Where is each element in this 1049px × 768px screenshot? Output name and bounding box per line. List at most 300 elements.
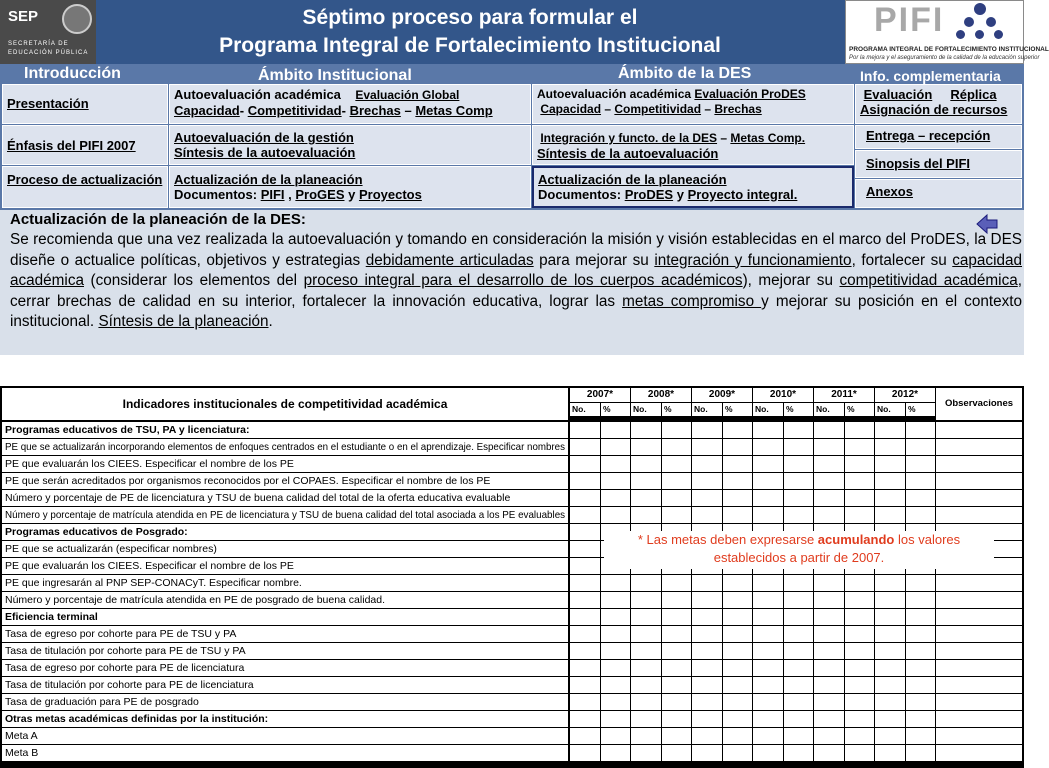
nav-proceso-actualizacion[interactable]: Proceso de actualización [2,166,168,208]
link-proyecto-integral[interactable]: Proyecto integral. [687,187,798,202]
table-cell[interactable] [662,677,691,693]
nav-autoevaluacion-institucional[interactable]: Autoevaluación académica Evaluación Global Capacidad- Competitividad- Brechas – Metas Comp [169,84,531,124]
table-cell[interactable] [601,711,630,727]
table-cell[interactable] [723,592,752,608]
table-cell[interactable] [814,694,844,710]
table-cell[interactable] [570,524,600,540]
table-cell[interactable] [845,592,874,608]
table-cell[interactable] [753,507,783,523]
table-cell[interactable] [631,626,661,642]
observaciones-cell[interactable] [936,745,1022,761]
link-capacidad-academica[interactable]: capacidad académica [10,251,1023,289]
table-cell[interactable] [906,728,935,744]
table-cell[interactable] [601,609,630,625]
link-evaluacion-global[interactable]: Evaluación Global [355,88,460,102]
table-cell[interactable] [845,711,874,727]
table-cell[interactable] [845,439,874,455]
table-cell[interactable] [723,439,752,455]
table-cell[interactable] [814,626,844,642]
table-cell[interactable] [875,694,905,710]
table-cell[interactable] [814,677,844,693]
link-integracion[interactable]: Integración y functo. de la DES [540,131,718,145]
table-cell[interactable] [692,490,722,506]
observaciones-cell[interactable] [936,694,1022,710]
observaciones-cell[interactable] [936,456,1022,472]
table-cell[interactable] [814,592,844,608]
observaciones-cell[interactable] [936,473,1022,489]
table-cell[interactable] [631,473,661,489]
table-cell[interactable] [814,490,844,506]
table-cell[interactable] [845,507,874,523]
table-cell[interactable] [814,422,844,438]
table-cell[interactable] [570,643,600,659]
table-cell[interactable] [753,575,783,591]
table-cell[interactable] [784,456,813,472]
table-cell[interactable] [784,490,813,506]
link-des-competitividad[interactable]: Competitividad [614,102,702,116]
table-cell[interactable] [753,711,783,727]
table-cell[interactable] [875,711,905,727]
table-cell[interactable] [845,490,874,506]
table-cell[interactable] [601,728,630,744]
link-metas-compromiso[interactable]: metas compromiso [622,292,762,310]
table-cell[interactable] [784,592,813,608]
year-header: 2011* [814,388,874,402]
table-cell[interactable] [570,558,600,574]
indicator-row-label: Tasa de graduación para PE de posgrado [2,694,568,710]
table-cell[interactable] [662,592,691,608]
table-cell[interactable] [875,626,905,642]
table-cell[interactable] [875,609,905,625]
year-header: 2009* [692,388,752,402]
table-cell[interactable] [753,456,783,472]
table-cell[interactable] [631,643,661,659]
table-cell[interactable] [662,728,691,744]
table-cell[interactable] [723,626,752,642]
link-competitividad-academica[interactable]: competitividad académica [839,272,1018,289]
table-cell[interactable] [601,439,630,455]
table-cell[interactable] [906,592,935,608]
mexico-seal-icon [62,4,92,34]
indicator-row-label: Tasa de titulación por cohorte para PE de licenciatura [2,677,568,693]
table-cell[interactable] [814,728,844,744]
table-cell[interactable] [723,643,752,659]
indicator-row-label: PE que se actualizarán (especificar nombres) [2,541,568,557]
table-cell[interactable] [814,473,844,489]
table-cell[interactable] [906,473,935,489]
table-cell[interactable] [906,490,935,506]
table-cell[interactable] [784,643,813,659]
table-cell[interactable] [875,592,905,608]
table-cell[interactable] [875,728,905,744]
table-cell[interactable] [570,422,600,438]
table-cell[interactable] [631,728,661,744]
table-cell[interactable] [906,745,935,761]
link-des-brechas[interactable]: Brechas [714,102,762,116]
table-cell[interactable] [753,677,783,693]
link-des-capacidad[interactable]: Capacidad [540,102,602,116]
table-cell[interactable] [601,456,630,472]
table-cell[interactable] [875,439,905,455]
table-cell[interactable] [845,728,874,744]
table-cell[interactable] [662,439,691,455]
table-cell[interactable] [662,490,691,506]
table-cell[interactable] [692,643,722,659]
link-asignacion-recursos[interactable]: Asignación de recursos [860,102,1008,117]
table-cell[interactable] [570,541,600,557]
table-cell[interactable] [662,745,691,761]
table-cell[interactable] [692,456,722,472]
table-cell[interactable] [906,643,935,659]
table-cell[interactable] [753,609,783,625]
table-cell[interactable] [692,609,722,625]
table-cell[interactable] [875,643,905,659]
table-cell[interactable] [631,694,661,710]
group-header: Otras metas académicas definidas por la institución: [2,711,568,727]
table-cell[interactable] [692,711,722,727]
table-cell[interactable] [631,711,661,727]
table-cell[interactable] [814,660,844,676]
link-prodes[interactable]: ProDES [624,187,674,202]
table-cell[interactable] [601,422,630,438]
table-cell[interactable] [631,507,661,523]
table-cell[interactable] [631,439,661,455]
table-cell[interactable] [570,609,600,625]
table-cell[interactable] [723,694,752,710]
table-cell[interactable] [814,711,844,727]
table-cell[interactable] [601,660,630,676]
table-cell[interactable] [570,728,600,744]
link-debidamente-articuladas[interactable]: debidamente articuladas [365,251,534,269]
table-cell[interactable] [570,626,600,642]
col-pct-header: % [723,403,752,416]
table-cell[interactable] [631,660,661,676]
page-title [100,4,840,60]
table-cell[interactable] [692,660,722,676]
link-pifi[interactable]: PIFI [260,187,285,202]
table-cell[interactable] [906,711,935,727]
table-cell[interactable] [601,575,630,591]
content-heading: Actualización de la planeación de la DES: [10,211,306,228]
table-cell[interactable] [875,575,905,591]
table-cell[interactable] [692,473,722,489]
table-cell[interactable] [906,694,935,710]
table-cell[interactable] [814,575,844,591]
table-cell[interactable] [784,626,813,642]
table-cell[interactable] [845,694,874,710]
table-cell[interactable] [753,422,783,438]
year-header: 2012* [875,388,935,402]
table-cell[interactable] [692,592,722,608]
table-cell[interactable] [631,745,661,761]
observaciones-cell[interactable] [936,490,1022,506]
observaciones-cell[interactable] [936,422,1022,438]
table-cell[interactable] [723,609,752,625]
observaciones-cell[interactable] [936,439,1022,455]
table-cell[interactable] [570,490,600,506]
observaciones-cell[interactable] [936,728,1022,744]
table-cell[interactable] [723,490,752,506]
table-cell[interactable] [784,745,813,761]
table-cell[interactable] [692,677,722,693]
table-cell[interactable] [601,745,630,761]
link-proyectos[interactable]: Proyectos [358,187,422,202]
table-cell[interactable] [723,711,752,727]
link-proges[interactable]: ProGES [295,187,345,202]
table-cell[interactable] [570,456,600,472]
table-cell[interactable] [662,473,691,489]
nav-autoevaluacion-gestion[interactable]: Autoevaluación de la gestión Síntesis de la autoevaluación [169,125,531,165]
link-des-metas[interactable]: Metas Comp. [730,131,806,145]
content-body: Se recomienda que una vez realizada la autoevaluación y tomando en consideración la misión y visión establecidas en el marco del ProDES, la DES diseñe o actualice políticas, objetivos y estrategias debidamente articuladas para mejorar su integración y funcionamiento, fortalecer su capacidad académica (considerar los elementos del proceso integral para el desarrollo de los cuerpos académicos), mejorar su competitividad académica, cerrar brechas de calidad en su interior, fortalecer la innovación educativa, lograr las metas compromiso y mejorar su posición en el contexto institucional. Síntesis de la planeación. [10,231,1023,330]
table-cell[interactable] [692,745,722,761]
col-pct-header: % [662,403,691,416]
table-cell[interactable] [631,592,661,608]
table-cell[interactable] [784,677,813,693]
observaciones-cell[interactable] [936,507,1022,523]
table-cell[interactable] [814,609,844,625]
indicator-row-label: PE que evaluarán los CIEES. Especificar el nombre de los PE [2,558,568,574]
table-cell[interactable] [784,694,813,710]
nav-enfasis-pifi-2007[interactable]: Énfasis del PIFI 2007 [2,125,168,165]
table-cell[interactable] [601,507,630,523]
link-capacidad[interactable]: Capacidad [174,103,240,118]
observaciones-cell[interactable] [936,626,1022,642]
table-cell[interactable] [875,507,905,523]
table-cell[interactable] [662,711,691,727]
link-replica[interactable]: Réplica [950,87,997,102]
nav-sinopsis-pifi[interactable]: Sinopsis del PIFI [855,150,1022,178]
table-cell[interactable] [753,626,783,642]
sep-subtitle: SECRETARÍA DE EDUCACIÓN PÚBLICA [8,41,89,56]
table-cell[interactable] [692,575,722,591]
content-panel [0,210,1024,355]
table-cell[interactable] [692,626,722,642]
col-no-header: No. [753,403,783,416]
table-cell[interactable] [875,745,905,761]
table-cell[interactable] [753,745,783,761]
pifi-logo [845,0,1049,64]
indicator-row-label: Tasa de titulación por cohorte para PE de TSU y PA [2,643,568,659]
link-metas-comp[interactable]: Metas Comp [415,103,493,118]
table-cell[interactable] [845,575,874,591]
table-cell[interactable] [784,473,813,489]
observaciones-cell[interactable] [936,677,1022,693]
link-proceso-integral[interactable]: proceso integral para el desarrollo de los cuerpos académicos [303,272,743,289]
table-cell[interactable] [875,677,905,693]
table-cell[interactable] [570,473,600,489]
table-cell[interactable] [784,728,813,744]
indicator-row-label: PE que ingresarán al PNP SEP-CONACyT. Especificar nombre. [2,575,568,591]
link-sintesis-planeacion[interactable]: Síntesis de la planeación [98,313,269,330]
table-cell[interactable] [662,694,691,710]
table-cell[interactable] [784,422,813,438]
pifi-dot-icon [956,30,965,39]
nav-sintesis-des[interactable]: Integración y functo. de la DES – Metas Comp. Síntesis de la autoevaluación [532,125,854,165]
table-cell[interactable] [845,422,874,438]
table-cell[interactable] [570,677,600,693]
table-cell[interactable] [723,728,752,744]
pifi-caption: PROGRAMA INTEGRAL DE FORTALECIMIENTO INSTITUCIONAL [849,46,1049,53]
col-no-header: No. [631,403,661,416]
table-cell[interactable] [631,490,661,506]
link-evaluacion-prodes[interactable]: Evaluación ProDES [694,87,806,101]
table-cell[interactable] [875,490,905,506]
table-cell[interactable] [753,728,783,744]
table-cell[interactable] [723,422,752,438]
table-cell[interactable] [662,575,691,591]
group-header: Eficiencia terminal [2,609,568,625]
table-cell[interactable] [723,677,752,693]
table-cell[interactable] [570,711,600,727]
table-cell[interactable] [784,711,813,727]
table-cell[interactable] [570,439,600,455]
table-cell[interactable] [906,422,935,438]
table-cell[interactable] [906,609,935,625]
table-cell[interactable] [906,677,935,693]
table-cell[interactable] [845,677,874,693]
nav-presentacion[interactable]: Presentación [2,84,168,124]
table-cell[interactable] [692,728,722,744]
table-cell[interactable] [570,575,600,591]
table-cell[interactable] [570,592,600,608]
table-cell[interactable] [906,439,935,455]
table-cell[interactable] [723,660,752,676]
table-cell[interactable] [845,745,874,761]
table-cell[interactable] [753,694,783,710]
table-cell[interactable] [875,422,905,438]
table-cell[interactable] [601,490,630,506]
table-cell[interactable] [692,422,722,438]
link-integracion-funcionamiento[interactable]: integración y funcionamiento [654,251,852,269]
table-cell[interactable] [753,660,783,676]
group-header: Programas educativos de TSU, PA y licenciatura: [2,422,568,438]
nav-actualizacion-institucional[interactable]: Actualización de la planeación Documentos: PIFI , ProGES y Proyectos [169,166,531,208]
table-cell[interactable] [631,575,661,591]
table-cell[interactable] [845,660,874,676]
observaciones-cell[interactable] [936,575,1022,591]
pifi-dot-icon [975,30,984,39]
header-banner [0,0,1049,64]
nav-entrega-recepcion[interactable]: Entrega – recepción [855,125,1022,149]
col-pct-header: % [601,403,630,416]
section-info-complementaria: Info. complementaria [860,68,1001,84]
table-cell[interactable] [662,626,691,642]
observaciones-cell[interactable] [936,711,1022,727]
table-cell[interactable] [631,609,661,625]
table-cell[interactable] [601,626,630,642]
pifi-dot-icon [986,17,996,27]
table-cell[interactable] [662,609,691,625]
observaciones-cell[interactable] [936,660,1022,676]
nav-autoevaluacion-des[interactable]: Autoevaluación académica Evaluación ProDES Capacidad – Competitividad – Brechas [532,84,854,124]
table-cell[interactable] [814,507,844,523]
nav-actualizacion-des-selected[interactable]: Actualización de la planeación Documentos: ProDES y Proyecto integral. [532,166,854,208]
table-cell[interactable] [723,473,752,489]
table-title: Indicadores institucionales de competitividad académica [2,388,568,420]
table-cell[interactable] [723,507,752,523]
table-cell[interactable] [906,456,935,472]
observaciones-cell[interactable] [936,609,1022,625]
table-cell[interactable] [692,439,722,455]
observaciones-cell[interactable] [936,592,1022,608]
table-cell[interactable] [662,507,691,523]
table-cell[interactable] [784,575,813,591]
table-cell[interactable] [814,456,844,472]
link-evaluacion[interactable]: Evaluación [863,87,933,102]
table-cell[interactable] [814,439,844,455]
indicator-row-label: Número y porcentaje de matrícula atendida en PE de posgrado de buena calidad. [2,592,568,608]
table-cell[interactable] [845,473,874,489]
col-no-header: No. [692,403,722,416]
table-cell[interactable] [601,677,630,693]
table-cell[interactable] [662,422,691,438]
table-cell[interactable] [692,694,722,710]
table-cell[interactable] [814,643,844,659]
section-ambito-institucional: Ámbito Institucional [258,67,412,84]
table-cell[interactable] [631,422,661,438]
table-cell[interactable] [570,660,600,676]
table-cell[interactable] [601,473,630,489]
table-cell[interactable] [845,456,874,472]
indicator-row-label: Tasa de egreso por cohorte para PE de TSU y PA [2,626,568,642]
table-cell[interactable] [784,507,813,523]
indicator-row-label: Meta B [2,745,568,761]
table-cell[interactable] [662,660,691,676]
table-cell[interactable] [875,456,905,472]
table-cell[interactable] [723,575,752,591]
table-cell[interactable] [723,456,752,472]
table-cell[interactable] [906,660,935,676]
observaciones-cell[interactable] [936,643,1022,659]
table-cell[interactable] [875,473,905,489]
table-cell[interactable] [845,609,874,625]
table-cell[interactable] [753,439,783,455]
table-cell[interactable] [753,592,783,608]
table-cell[interactable] [814,745,844,761]
table-cell[interactable] [845,626,874,642]
table-cell[interactable] [906,507,935,523]
table-cell[interactable] [631,456,661,472]
table-cell[interactable] [845,643,874,659]
table-cell[interactable] [601,643,630,659]
table-cell[interactable] [906,575,935,591]
table-cell[interactable] [601,592,630,608]
group-header: Programas educativos de Posgrado: [2,524,568,540]
table-cell[interactable] [601,694,630,710]
table-cell[interactable] [753,643,783,659]
table-cell[interactable] [906,626,935,642]
table-cell[interactable] [784,439,813,455]
table-cell[interactable] [723,745,752,761]
table-cell[interactable] [662,643,691,659]
nav-anexos[interactable]: Anexos [855,179,1022,208]
link-competitividad[interactable]: Competitividad [247,103,342,118]
table-cell[interactable] [784,609,813,625]
col-pct-header: % [784,403,813,416]
link-brechas[interactable]: Brechas [349,103,401,118]
table-cell[interactable] [692,507,722,523]
table-cell[interactable] [784,660,813,676]
table-cell[interactable] [753,490,783,506]
table-cell[interactable] [753,473,783,489]
table-cell[interactable] [662,456,691,472]
table-cell[interactable] [631,677,661,693]
table-cell[interactable] [570,507,600,523]
table-cell[interactable] [570,694,600,710]
table-cell[interactable] [570,745,600,761]
table-cell[interactable] [875,660,905,676]
